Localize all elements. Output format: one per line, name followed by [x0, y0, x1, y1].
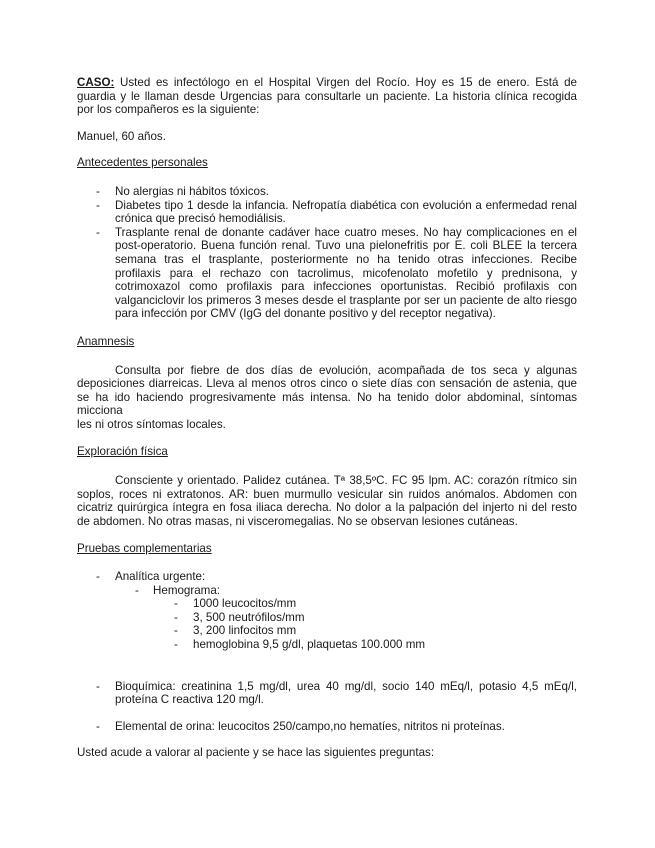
list-item — [77, 584, 577, 598]
bullet-dash: - — [174, 624, 178, 638]
bullet-dash: - — [174, 597, 178, 611]
closing-text: Usted acude a valorar al paciente y se hace las siguientes preguntas: — [77, 746, 435, 760]
list-item — [77, 720, 577, 734]
document-page — [77, 76, 577, 760]
bioquimica-text: Bioquímica: creatinina 1,5 mg/dl, urea 40 mg/dl, socio 140 mEq/l, potasio 4,5 mEq/l, proteína C reactiva 120 mg/l. — [115, 679, 577, 707]
list-item — [77, 199, 577, 226]
antecedente-text: Diabetes tipo 1 desde la infancia. Nefropatía diabética con evolución a enfermedad renal crónica que precisó hemodiálisis. — [115, 198, 577, 226]
pruebas-list — [77, 570, 577, 652]
case-intro — [77, 76, 577, 117]
list-item — [77, 185, 577, 199]
antecedentes-list — [77, 185, 577, 321]
antecedentes-heading: Antecedentes personales — [77, 156, 208, 170]
pruebas-heading: Pruebas complementarias — [77, 542, 212, 556]
hemograma-value: 3, 500 neutrófilos/mm — [193, 610, 305, 624]
anamnesis-heading: Anamnesis — [77, 334, 135, 348]
analitica-label: Analítica urgente: — [115, 570, 206, 584]
list-item — [77, 624, 577, 638]
bullet-dash: - — [96, 679, 100, 693]
hemograma-value: hemoglobina 9,5 g/dl, plaquetas 100.000 mm — [193, 638, 426, 651]
bullet-dash: - — [174, 638, 178, 651]
bullet-dash: - — [96, 184, 100, 198]
exploracion-heading: Exploración física — [77, 445, 168, 459]
list-item — [77, 638, 577, 652]
antecedente-text: No alergias ni hábitos tóxicos. — [115, 184, 270, 198]
list-item — [77, 226, 577, 321]
list-item — [77, 680, 577, 707]
patient-line: Manuel, 60 años. — [77, 129, 166, 143]
bullet-dash: - — [174, 610, 178, 624]
list-item — [77, 570, 577, 584]
hemograma-label: Hemograma: — [153, 583, 221, 597]
bullet-dash: - — [96, 198, 100, 212]
antecedente-text: Trasplante renal de donante cadáver hace cuatro meses. No hay complicaciones en el post-operatorio. Buena función renal. Tuvo una pielonefritis por E. coli BLEE la tercera semana tras el trasplante, posteriormente no ha tenido otras infecciones. Recibe profilaxis para el rechazo con tacrolimus, micofenolato mofetilo y prednisona, y cotrimoxazol como profilaxis para infecciones oportunistas. Recibió profilaxis con valganciclovir los primeros 3 meses desde el trasplante por ser un paciente de alto riesgo para infección por CMV (IgG del donante positivo y del receptor negativa). — [115, 225, 577, 321]
pruebas-list-2 — [77, 680, 577, 734]
list-item — [77, 611, 577, 625]
anamnesis-text: Consulta por fiebre de dos días de evolución, acompañada de tos seca y algunas deposiciones diarreicas. Lleva al menos otros cinco o siete días con sensación de astenia, que se ha ido haciendo progresivamente más intensa. No ha tenido dolor abdominal, síntomas micciona — [77, 363, 577, 418]
orina-text: Elemental de orina: leucocitos 250/campo,no hematíes, nitritos ni proteínas. — [115, 719, 505, 733]
exploracion-text: Consciente y orientado. Palidez cutánea. Tª 38,5ºC. FC 95 lpm. AC: corazón rítmico sin soplos, roces ni extratonos. AR: buen murmullo vesicular sin ruidos anómalos. Abdomen con cicatriz quirúrgica íntegra en fosa iliaca derecha. No dolor a la palpación del injerto ni del resto de abdomen. No otras masas, ni visceromegalias. No se observan lesiones cutáneas. — [77, 474, 577, 528]
case-label: CASO: — [77, 76, 115, 89]
bullet-dash: - — [96, 719, 100, 733]
hemograma-value: 1000 leucocitos/mm — [193, 597, 297, 611]
anamnesis-text-cont: les ni otros síntomas locales. — [77, 417, 226, 431]
hemograma-value: 3, 200 linfocitos mm — [193, 624, 297, 638]
list-item — [77, 597, 577, 611]
bullet-dash: - — [96, 225, 100, 239]
bullet-dash: - — [96, 570, 100, 584]
case-intro-text: Usted es infectólogo en el Hospital Virgen del Rocío. Hoy es 15 de enero. Está de guardia y le llaman desde Urgencias para consultarle un paciente. La historia clínica recogida por los compañeros es la siguiente: — [77, 76, 577, 117]
bullet-dash: - — [135, 583, 139, 597]
